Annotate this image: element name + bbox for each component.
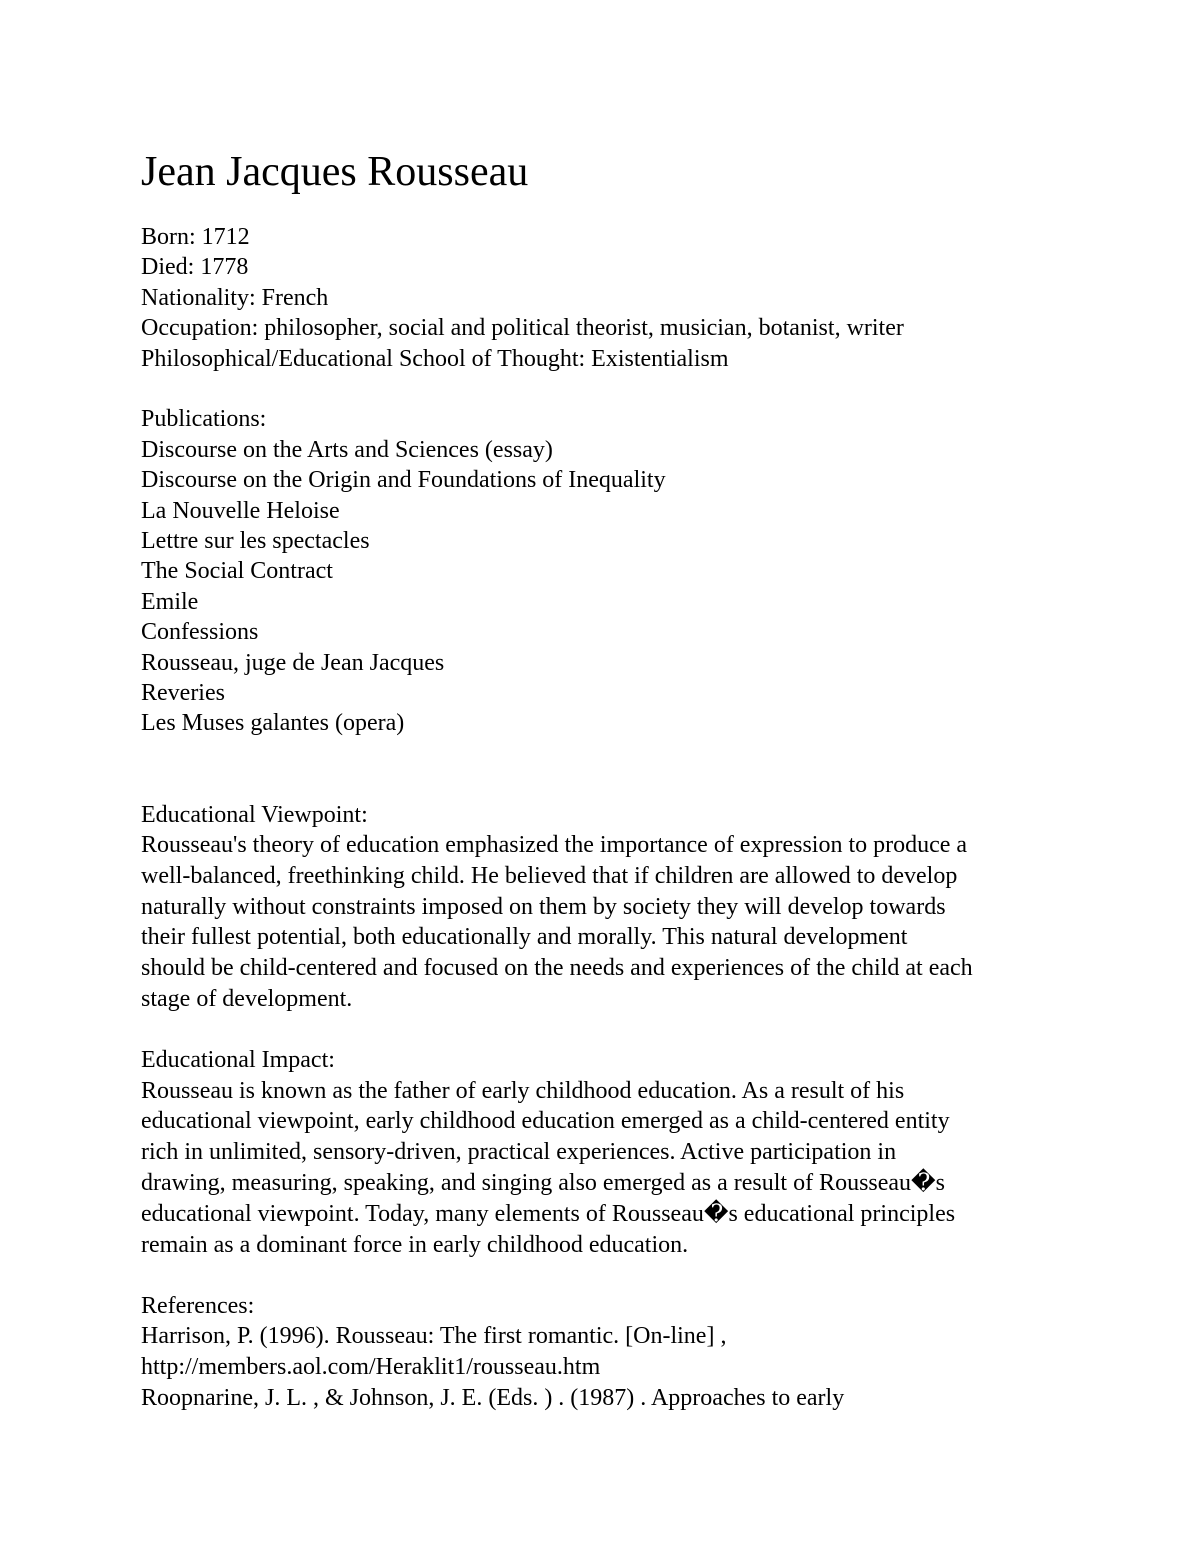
publications-section bbox=[141, 404, 1101, 738]
paragraph-line: Rousseau's theory of education emphasized the importance of expression to produce a bbox=[141, 832, 968, 859]
publication-item: The Social Contract bbox=[141, 558, 333, 585]
paragraph-line: remain as a dominant force in early childhood education. bbox=[141, 1231, 689, 1258]
publication-item: Emile bbox=[141, 588, 199, 615]
references-heading: References: bbox=[141, 1292, 255, 1319]
publication-item: Rousseau, juge de Jean Jacques bbox=[141, 649, 445, 676]
died-line: Died: 1778 bbox=[141, 254, 249, 281]
paragraph-line: educational viewpoint, early childhood education emerged as a child-centered entity bbox=[141, 1108, 950, 1135]
school-of-thought-line: Philosophical/Educational School of Thought: Existentialism bbox=[141, 345, 729, 372]
reference-line: Harrison, P. (1996). Rousseau: The first romantic. [On-line] , bbox=[141, 1323, 727, 1350]
publications-list bbox=[141, 435, 1101, 739]
spacer bbox=[141, 739, 1101, 800]
publication-item: Lettre sur les spectacles bbox=[141, 528, 370, 555]
publication-item: La Nouvelle Heloise bbox=[141, 497, 340, 524]
impact-heading: Educational Impact: bbox=[141, 1047, 335, 1074]
viewpoint-paragraph bbox=[141, 830, 1071, 1015]
paragraph-line: educational viewpoint. Today, many elements of Rousseau�s educational principles bbox=[141, 1200, 956, 1227]
publication-item: Les Muses galantes (opera) bbox=[141, 710, 405, 737]
reference-line: Roopnarine, J. L. , & Johnson, J. E. (Eds. ) . (1987) . Approaches to early bbox=[141, 1384, 845, 1411]
paragraph-line: stage of development. bbox=[141, 986, 353, 1013]
viewpoint-heading: Educational Viewpoint: bbox=[141, 801, 368, 828]
page-title: Jean Jacques Rousseau bbox=[141, 149, 529, 195]
born-line: Born: 1712 bbox=[141, 224, 250, 250]
impact-paragraph bbox=[141, 1076, 1071, 1261]
spacer bbox=[141, 1260, 1101, 1290]
publications-heading: Publications: bbox=[141, 406, 267, 433]
spacer bbox=[141, 374, 1101, 404]
nationality-line: Nationality: French bbox=[141, 284, 329, 311]
impact-section bbox=[141, 1045, 1101, 1260]
publication-item: Reveries bbox=[141, 680, 225, 707]
paragraph-line: rich in unlimited, sensory-driven, practical experiences. Active participation in bbox=[141, 1139, 897, 1166]
references-list bbox=[141, 1321, 1071, 1413]
viewpoint-section bbox=[141, 800, 1101, 1015]
paragraph-line: their fullest potential, both educationally and morally. This natural development bbox=[141, 924, 908, 951]
publication-item: Discourse on the Origin and Foundations of Inequality bbox=[141, 467, 666, 494]
spacer bbox=[141, 1015, 1101, 1045]
publication-item: Discourse on the Arts and Sciences (essay) bbox=[141, 436, 553, 463]
facts-section bbox=[141, 222, 1101, 374]
occupation-line: Occupation: philosopher, social and political theorist, musician, botanist, writer bbox=[141, 315, 904, 342]
paragraph-line: drawing, measuring, speaking, and singing also emerged as a result of Rousseau�s bbox=[141, 1170, 945, 1197]
paragraph-line: Rousseau is known as the father of early childhood education. As a result of his bbox=[141, 1077, 905, 1104]
paragraph-line: well-balanced, freethinking child. He believed that if children are allowed to develop bbox=[141, 862, 958, 889]
document-body bbox=[141, 146, 1101, 1414]
reference-url: http://members.aol.com/Heraklit1/rousseau.htm bbox=[141, 1354, 601, 1381]
references-section bbox=[141, 1291, 1101, 1414]
publication-item: Confessions bbox=[141, 619, 259, 646]
paragraph-line: should be child-centered and focused on the needs and experiences of the child at each bbox=[141, 955, 973, 982]
paragraph-line: naturally without constraints imposed on them by society they will develop towards bbox=[141, 893, 946, 920]
